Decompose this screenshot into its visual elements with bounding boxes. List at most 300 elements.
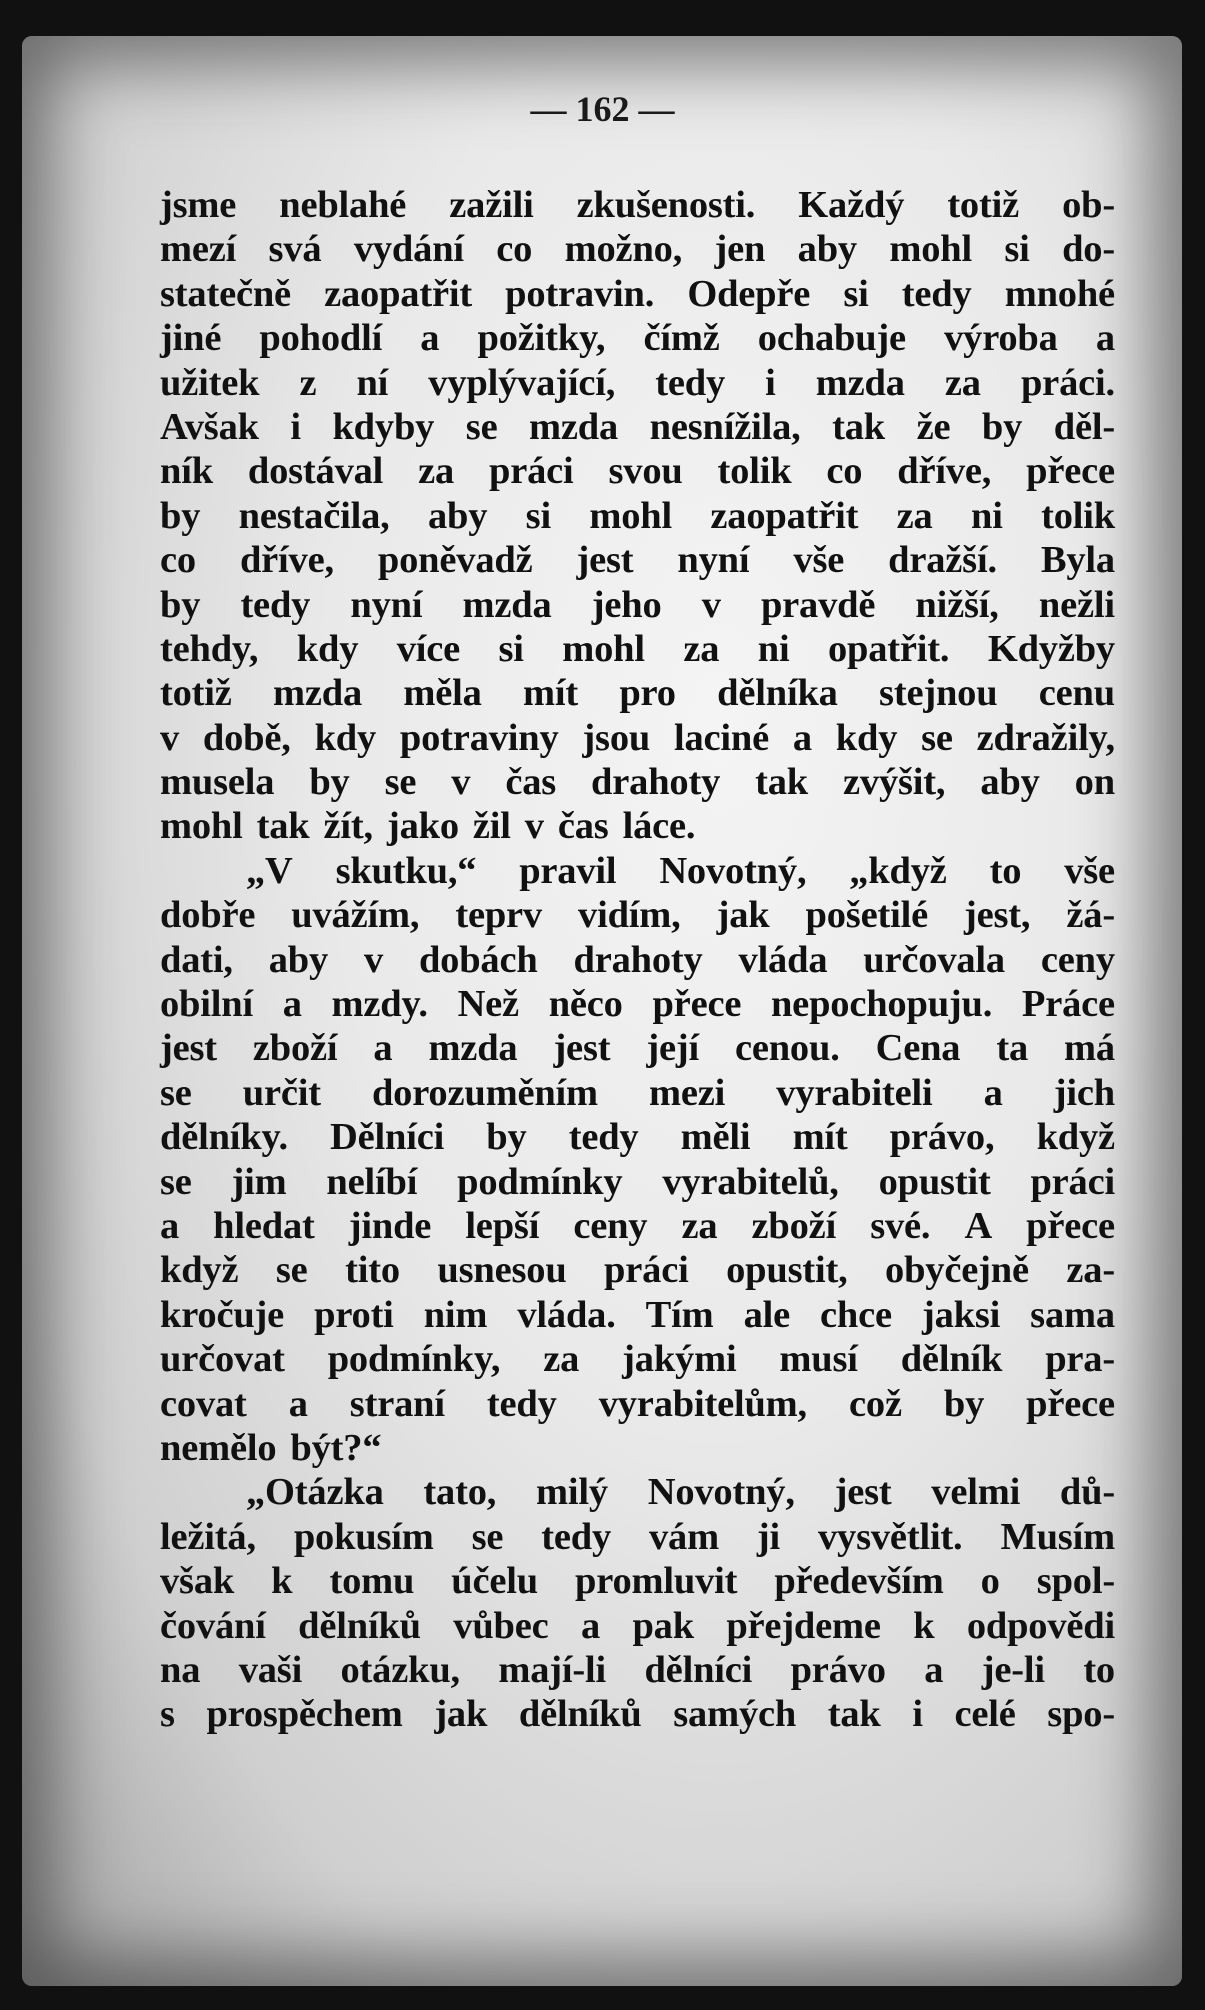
word: tedy (486, 1382, 557, 1425)
text-line (160, 1692, 1115, 1736)
word: kdy (314, 716, 377, 759)
word: straní (349, 1382, 445, 1425)
word: obilní (160, 983, 253, 1026)
word: vidím, (578, 894, 681, 937)
text-line (160, 583, 1115, 627)
word: a (160, 1204, 180, 1247)
word: právo, (889, 1116, 995, 1159)
text-line (160, 804, 1115, 848)
word: se (465, 405, 498, 448)
word: nestačila, (238, 494, 390, 537)
word: skutku,“ (335, 849, 477, 892)
word: v (524, 805, 544, 848)
text-line (160, 227, 1115, 271)
word: by (309, 761, 350, 804)
word: za (896, 494, 933, 537)
word: tedy (901, 272, 972, 315)
word: především (774, 1560, 944, 1603)
word: pra- (1045, 1338, 1115, 1381)
word: prospěchem (206, 1693, 403, 1736)
word: možno, (564, 228, 683, 271)
word: vláda (738, 938, 828, 981)
word: práci (1030, 1160, 1115, 1203)
word: mít (792, 1116, 848, 1159)
word: mzda (273, 672, 363, 715)
text-line (160, 1026, 1115, 1070)
word: „V (246, 849, 293, 892)
word: „když (849, 849, 947, 892)
word: zvýšit, (843, 761, 946, 804)
word: kročuje (160, 1293, 285, 1336)
word: nemělo (160, 1426, 277, 1469)
word: nižší, (915, 583, 999, 626)
word: být?“ (290, 1426, 382, 1469)
word: dělníka (717, 672, 838, 715)
word: tehdy, (160, 627, 259, 670)
word: aby (980, 761, 1040, 804)
text-line (160, 405, 1115, 449)
text-line (160, 849, 1115, 893)
word: práci. (1020, 361, 1115, 404)
word: dělník (900, 1338, 1003, 1381)
word: přece (1026, 1382, 1115, 1425)
word: za (543, 1338, 580, 1381)
word: a (983, 1071, 1003, 1114)
word: vyrabitelů, (662, 1160, 839, 1203)
word: něco (548, 983, 623, 1026)
word: určovala (863, 938, 1005, 981)
word: i (290, 405, 301, 448)
word: ob- (1062, 184, 1115, 226)
word: vyrabitelům, (598, 1382, 807, 1425)
word: lepší (465, 1204, 540, 1247)
word: aby (797, 228, 857, 271)
word: za (683, 627, 720, 670)
word: vysvětlit. (818, 1515, 963, 1558)
text-line (160, 716, 1115, 760)
word: čas (557, 805, 609, 848)
word: i (912, 1693, 923, 1736)
word: pravil (519, 849, 617, 892)
word: o (980, 1560, 1000, 1603)
word: covat (160, 1382, 247, 1425)
word: má (1063, 1027, 1115, 1070)
word: nyní (677, 539, 750, 582)
text-line (160, 893, 1115, 937)
word: jako (386, 805, 459, 848)
word: Každý (798, 184, 905, 226)
word: samých (673, 1693, 797, 1736)
word: A (964, 1204, 993, 1247)
word: ale (743, 1293, 790, 1336)
word: jsme (160, 184, 237, 226)
word: Avšak (160, 405, 259, 448)
word: a (1095, 317, 1115, 360)
word: musela (160, 761, 275, 804)
word: chce (820, 1293, 892, 1336)
word: mezi (649, 1071, 726, 1114)
word: totiž (160, 672, 232, 715)
word: jiné (160, 317, 222, 360)
word: statečně (160, 272, 291, 315)
word: jak (434, 1693, 488, 1736)
word: mzda (815, 361, 905, 404)
word: když (1036, 1116, 1115, 1159)
word: užitek (160, 361, 260, 404)
word: Novotný, (647, 1471, 795, 1514)
word: Odepře (687, 272, 811, 315)
word: když (160, 1249, 239, 1292)
word: čas (505, 761, 557, 804)
word: děl- (1053, 405, 1115, 448)
text-line (160, 938, 1115, 982)
word: Cena (875, 1027, 961, 1070)
word: zkušenosti. (576, 184, 756, 226)
word: k (913, 1604, 935, 1647)
word: své. (870, 1204, 931, 1247)
text-line (160, 760, 1115, 804)
word: pošetilé (805, 894, 928, 937)
word: Tím (645, 1293, 714, 1336)
word: by (160, 583, 201, 626)
word: ta (996, 1027, 1028, 1070)
word: by (486, 1116, 527, 1159)
word: v (160, 716, 180, 759)
word: sama (1030, 1293, 1115, 1336)
word: cenu (1038, 672, 1115, 715)
text-line (160, 1648, 1115, 1692)
word: na (160, 1648, 201, 1691)
word: jak (716, 894, 770, 937)
word: vše (1064, 849, 1115, 892)
word: měli (680, 1116, 751, 1159)
word: za (418, 450, 455, 493)
word: Kdyžby (987, 627, 1115, 670)
word: pravdě (760, 583, 876, 626)
word: aby (427, 494, 488, 537)
text-line (160, 1515, 1115, 1559)
word: přece (1026, 1204, 1115, 1247)
word: zaopatřit (710, 494, 859, 537)
word: dobře (160, 894, 256, 937)
word: co (496, 228, 533, 271)
text-line (160, 361, 1115, 405)
word: potravin. (505, 272, 655, 315)
word: teprv (455, 894, 542, 937)
word: za (681, 1204, 718, 1247)
word: nim (423, 1293, 488, 1336)
word: otázku, (340, 1648, 460, 1691)
word: mohl (589, 494, 672, 537)
word: si (498, 627, 524, 670)
word: vše (793, 539, 845, 582)
word: ochabuje (757, 317, 906, 360)
word: tedy (568, 1116, 639, 1159)
word: nyní (350, 583, 423, 626)
word: výroba (944, 317, 1058, 360)
word: neblahé (279, 184, 407, 226)
word: za (944, 361, 981, 404)
word: jich (1053, 1071, 1115, 1114)
word: co (160, 539, 196, 582)
text-line (160, 1071, 1115, 1115)
word: žít, (323, 805, 373, 848)
word: v (701, 583, 721, 626)
word: ni (971, 494, 1003, 537)
text-line (160, 494, 1115, 538)
word: ceny (573, 1204, 648, 1247)
text-line (160, 1248, 1115, 1292)
word: však (160, 1560, 235, 1603)
word: dělníky. (160, 1116, 288, 1159)
word: mezí (160, 228, 237, 271)
word: požitky, (477, 317, 606, 360)
word: pokusím (293, 1515, 434, 1558)
word: mít (523, 672, 579, 715)
word: se (471, 1515, 504, 1558)
word: svá (268, 228, 322, 271)
word: promluvit (575, 1560, 738, 1603)
word: zažili (449, 184, 534, 226)
word: totiž (947, 184, 1019, 226)
word: Musím (1000, 1515, 1115, 1558)
word: jeho (591, 583, 662, 626)
word: svou (608, 450, 683, 493)
text-line (160, 1559, 1115, 1603)
word: tolik (1041, 494, 1115, 537)
word: zboží (751, 1204, 837, 1247)
word: se (921, 716, 953, 759)
word: dorozuměním (371, 1071, 598, 1114)
word: mají-li (498, 1648, 607, 1691)
word: zdražily, (976, 716, 1115, 759)
word: mnohé (1004, 272, 1115, 315)
word: poněvadž (377, 539, 533, 582)
word: Novotný, (659, 849, 807, 892)
word: pohodlí (259, 317, 383, 360)
text-line (160, 1604, 1115, 1648)
word: dů- (1059, 1471, 1115, 1514)
word: vyrabiteli (776, 1071, 933, 1114)
word: zaopatřit (324, 272, 472, 315)
word: drahoty (573, 938, 703, 981)
word: velmi (931, 1471, 1021, 1514)
word: jest, (964, 894, 1031, 937)
word: odpovědi (966, 1604, 1115, 1647)
word: dražší. (888, 539, 997, 582)
text-line (160, 1115, 1115, 1159)
word: se (384, 761, 417, 804)
word: opustit, (726, 1249, 848, 1292)
word: jest (576, 539, 634, 582)
word: účelu (451, 1560, 538, 1603)
word: což (849, 1382, 902, 1425)
text-line (160, 316, 1115, 360)
word: potraviny (399, 716, 559, 759)
word: tedy (541, 1515, 612, 1558)
word: musí (779, 1338, 858, 1381)
word: si (1004, 228, 1030, 271)
word: právo (790, 1648, 886, 1691)
word: opatřit. (827, 627, 950, 670)
word: práci (489, 450, 574, 493)
word: dobách (418, 938, 538, 981)
word: obyčejně (885, 1249, 1029, 1292)
word: tomu (329, 1560, 415, 1603)
word: Práce (1021, 983, 1115, 1026)
word: nelíbí (326, 1160, 418, 1203)
word: uvážím, (291, 894, 420, 937)
word: tedy (240, 583, 311, 626)
word: a (420, 317, 440, 360)
word: práci (604, 1249, 689, 1292)
word: dříve, (239, 539, 334, 582)
word: jim (231, 1160, 287, 1203)
word: to (989, 849, 1022, 892)
word: ník (160, 450, 213, 493)
word: proti (314, 1293, 394, 1336)
word: k (271, 1560, 293, 1603)
word: opustit (878, 1160, 991, 1203)
word: tak (755, 761, 809, 804)
word: že (916, 405, 951, 448)
text-line (160, 1337, 1115, 1381)
word: z (299, 361, 317, 404)
word: se (160, 1160, 192, 1203)
word: dati, (160, 938, 233, 981)
text-line (160, 449, 1115, 493)
word: milý (536, 1471, 608, 1514)
word: tato, (423, 1471, 497, 1514)
word: ceny (1040, 938, 1115, 981)
word: vláda. (517, 1293, 616, 1336)
word: jen (714, 228, 766, 271)
word: době, (202, 716, 291, 759)
word: více (396, 627, 461, 670)
word: a (924, 1648, 944, 1691)
word: tak (832, 405, 886, 448)
word: žil (472, 805, 511, 848)
word: podmínky, (327, 1338, 501, 1381)
word: čímž (643, 317, 720, 360)
word: on (1074, 761, 1115, 804)
word: určit (242, 1071, 321, 1114)
word: se (160, 1071, 192, 1114)
word: zboží (252, 1027, 338, 1070)
word: mohl (562, 627, 645, 670)
word: spol- (1036, 1560, 1115, 1603)
word: vůbec (453, 1604, 549, 1647)
word: vaši (238, 1648, 303, 1691)
word: v (363, 938, 384, 981)
text-line (160, 183, 1115, 227)
word: jinde (348, 1204, 432, 1247)
word: přece (652, 983, 742, 1026)
word: dostával (247, 450, 384, 493)
word: mohl (160, 805, 243, 848)
word: by (981, 405, 1023, 448)
word: kdy (835, 716, 898, 759)
word: jsou (582, 716, 651, 759)
word: podmínky (457, 1160, 623, 1203)
text-line (160, 671, 1115, 715)
word: Byla (1040, 539, 1115, 582)
word: laciné (673, 716, 769, 759)
word: nepochopuju. (770, 983, 993, 1026)
word: mzda (529, 405, 619, 448)
word: jaksi (921, 1293, 1001, 1336)
word: ni (757, 627, 790, 670)
word: tak (256, 805, 310, 848)
text-line (160, 1470, 1115, 1514)
word: pak (632, 1604, 694, 1647)
word: a (282, 983, 302, 1026)
word: Než (457, 983, 519, 1026)
word: a (288, 1382, 308, 1425)
word: tolik (717, 450, 792, 493)
word: láce. (622, 805, 696, 848)
word: mzdy. (331, 983, 428, 1026)
text-line (160, 982, 1115, 1026)
word: pro (619, 672, 676, 715)
word: vydání (353, 228, 464, 271)
word: dělníci (644, 1648, 753, 1691)
word: ležitá, (160, 1515, 256, 1558)
text-line (160, 272, 1115, 316)
word: dělníků (518, 1693, 642, 1736)
word: nesnížila, (649, 405, 801, 448)
word: je-li (981, 1648, 1045, 1691)
word: a (792, 716, 812, 759)
word: tito (345, 1249, 400, 1292)
word: jest (834, 1471, 892, 1514)
word: kdyby (332, 405, 435, 448)
word: tedy (655, 361, 726, 404)
word: jest (160, 1027, 217, 1070)
word: by (943, 1382, 985, 1425)
word: mzda (462, 583, 552, 626)
word: by (160, 494, 201, 537)
text-line (160, 1293, 1115, 1337)
word: dělníků (298, 1604, 421, 1647)
word: to (1083, 1648, 1115, 1691)
word: kdy (296, 627, 359, 670)
word: mohl (889, 228, 972, 271)
word: určovat (160, 1338, 285, 1381)
body-text (160, 183, 1115, 1737)
word: za- (1066, 1249, 1115, 1292)
word: aby (268, 938, 329, 981)
word: měla (403, 672, 482, 715)
word: a (373, 1027, 393, 1070)
word: stejnou (879, 672, 998, 715)
word: dříve, (897, 450, 992, 493)
word: čování (160, 1604, 266, 1647)
word: co (826, 450, 863, 493)
text-line (160, 1204, 1115, 1248)
word: jest (553, 1027, 611, 1070)
word: cenou. (734, 1027, 840, 1070)
word: si (843, 272, 869, 315)
word: se (275, 1249, 308, 1292)
word: a (580, 1604, 601, 1647)
word: přejdeme (726, 1604, 881, 1647)
word: nežli (1038, 583, 1115, 626)
word: s (160, 1693, 175, 1736)
word: tak (827, 1693, 881, 1736)
word: vám (648, 1515, 719, 1558)
word: žá- (1066, 894, 1115, 937)
